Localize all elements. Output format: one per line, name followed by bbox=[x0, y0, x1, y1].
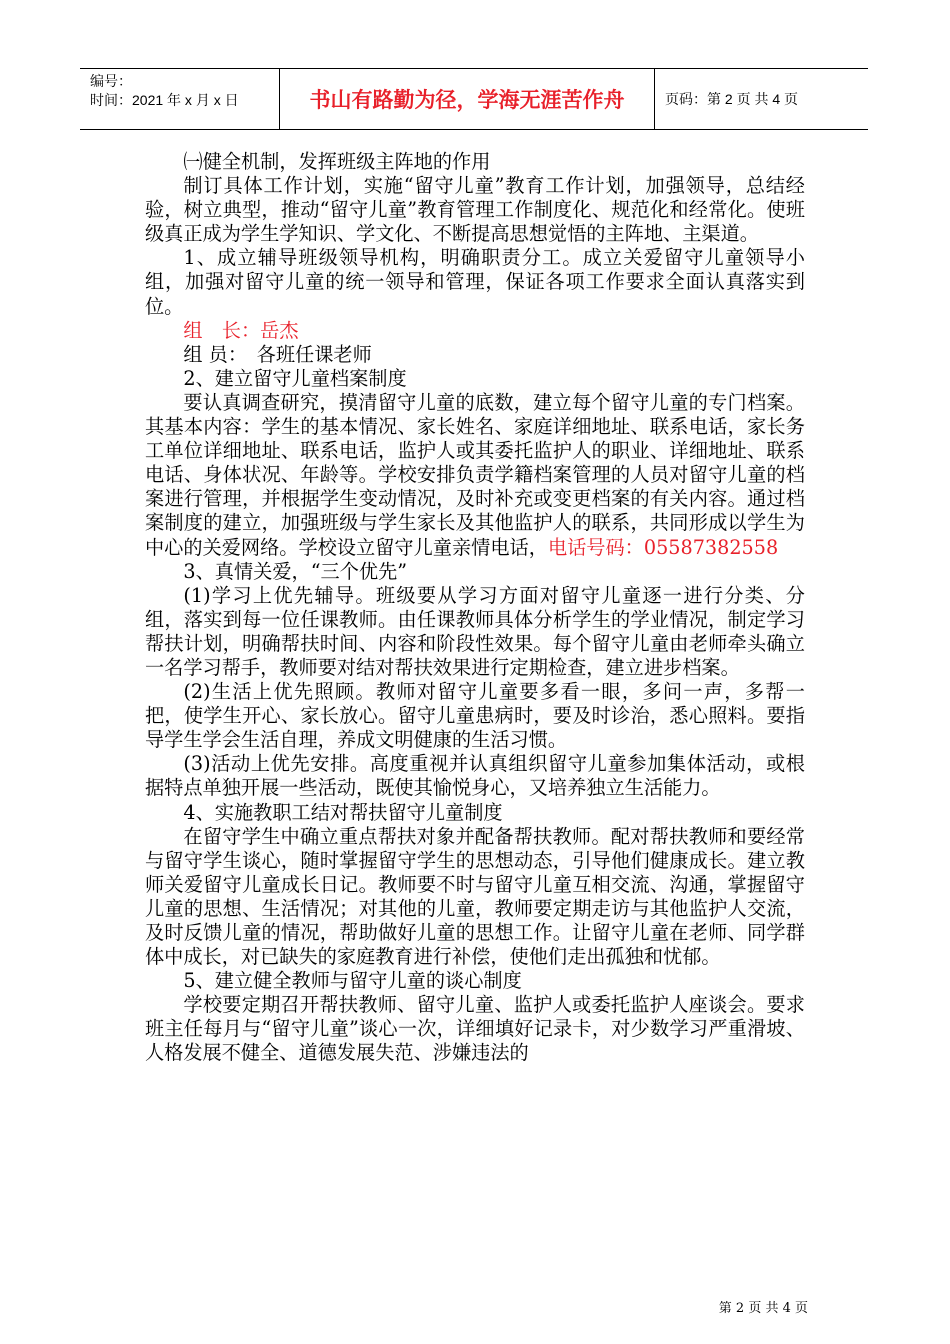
paragraph: 4、实施教职工结对帮扶留守儿童制度 bbox=[183, 800, 503, 824]
page-header bbox=[80, 68, 868, 130]
paragraph: (2)生活上优先照顾。教师对留守儿童要多看一眼，多问一声，多帮一把，使学生开心、家长放心。留守儿童患病时，要及时诊治，悉心照料。要指导学生学会生活自理，养成文明健康的生活习惯。 bbox=[145, 680, 805, 752]
header-page-info: 页码：第 2 页 共 4 页 bbox=[665, 91, 799, 107]
paragraph: 3、真情关爱，“三个优先” bbox=[183, 559, 408, 583]
header-motto: 书山有路勤为径，学海无涯苦作舟 bbox=[280, 69, 655, 129]
page-footer: 第 2 页 共 4 页 bbox=[718, 1301, 808, 1316]
document-number-label: 编号： bbox=[90, 73, 132, 89]
paragraph: (3)活动上优先安排。高度重视并认真组织留守儿童参加集体活动，或根据特点单独开展一些活动，既使其愉悦身心，又培养独立生活能力。 bbox=[145, 752, 805, 800]
group-leader-line: 组 长：岳杰 bbox=[183, 318, 299, 342]
paragraph: (1)学习上优先辅导。班级要从学习方面对留守儿童逐一进行分类、分组，落实到每一位任课教师。由任课教师具体分析学生的学业情况，制定学习帮扶计划，明确帮扶时间、内容和阶段性效果。每个留守儿童由老师牵头确立一名学习帮手，教师要对结对帮扶效果进行定期检查，建立进步档案。 bbox=[145, 583, 805, 679]
paragraph bbox=[145, 391, 805, 560]
phone-number: 电话号码：05587382558 bbox=[547, 535, 779, 559]
section-heading: ㈠健全机制，发挥班级主阵地的作用 bbox=[183, 150, 491, 173]
paragraph: 1、成立辅导班级领导机构，明确职责分工。成立关爱留守儿童领导小组，加强对留守儿童的统一领导和管理，保证各项工作要求全面认真落实到位。 bbox=[145, 246, 805, 318]
paragraph-text: 要认真调查研究，摸清留守儿童的底数，建立每个留守儿童的专门档案。其基本内容：学生的基本情况、家长姓名、家庭详细地址、联系电话，家长务工单位详细地址、联系电话，监护人或其委托监护人的职业、详细地址、联系电话、身体状况、年龄等。学校安排负责学籍档案管理的人员对留守儿童的档案进行管理，并根据学生变动情况，及时补充或变更档案的有关内容。通过档案制度的建立，加强班级与学生家长及其他监护人的联系，共同形成以学生为中心的关爱网络。学校设立留守儿童亲情电话， bbox=[145, 390, 805, 559]
document-date-label: 时间：2021 年 x 月 x 日 bbox=[90, 92, 239, 108]
paragraph: 制订具体工作计划，实施“留守儿童”教育工作计划，加强领导，总结经验，树立典型，推动“留守儿童”教育管理工作制度化、规范化和经常化。使班级真正成为学生学知识、学文化、不断提高思想觉悟的主阵地、主渠道。 bbox=[145, 174, 805, 246]
paragraph: 2、建立留守儿童档案制度 bbox=[183, 366, 407, 390]
document-body bbox=[145, 150, 805, 1066]
paragraph: 学校要定期召开帮扶教师、留守儿童、监护人或委托监护人座谈会。要求班主任每月与“留守儿童”谈心一次，详细填好记录卡，对少数学习严重滑坡、人格发展不健全、道德发展失范、涉嫌违法的 bbox=[145, 993, 805, 1065]
group-members-line: 组 员： 各班任课老师 bbox=[183, 342, 372, 366]
header-meta bbox=[80, 69, 280, 129]
paragraph: 在留守学生中确立重点帮扶对象并配备帮扶教师。配对帮扶教师和要经常与留守学生谈心，随时掌握留守学生的思想动态，引导他们健康成长。建立教师关爱留守儿童成长日记。教师要不时与留守儿童互相交流、沟通，掌握留守儿童的思想、生活情况；对其他的儿童，教师要定期走访与其他监护人交流，及时反馈儿童的情况，帮助做好儿童的思想工作。让留守儿童在老师、同学群体中成长，对已缺失的家庭教育进行补偿，使他们走出孤独和忧郁。 bbox=[145, 824, 805, 969]
paragraph: 5、建立健全教师与留守儿童的谈心制度 bbox=[183, 969, 522, 993]
